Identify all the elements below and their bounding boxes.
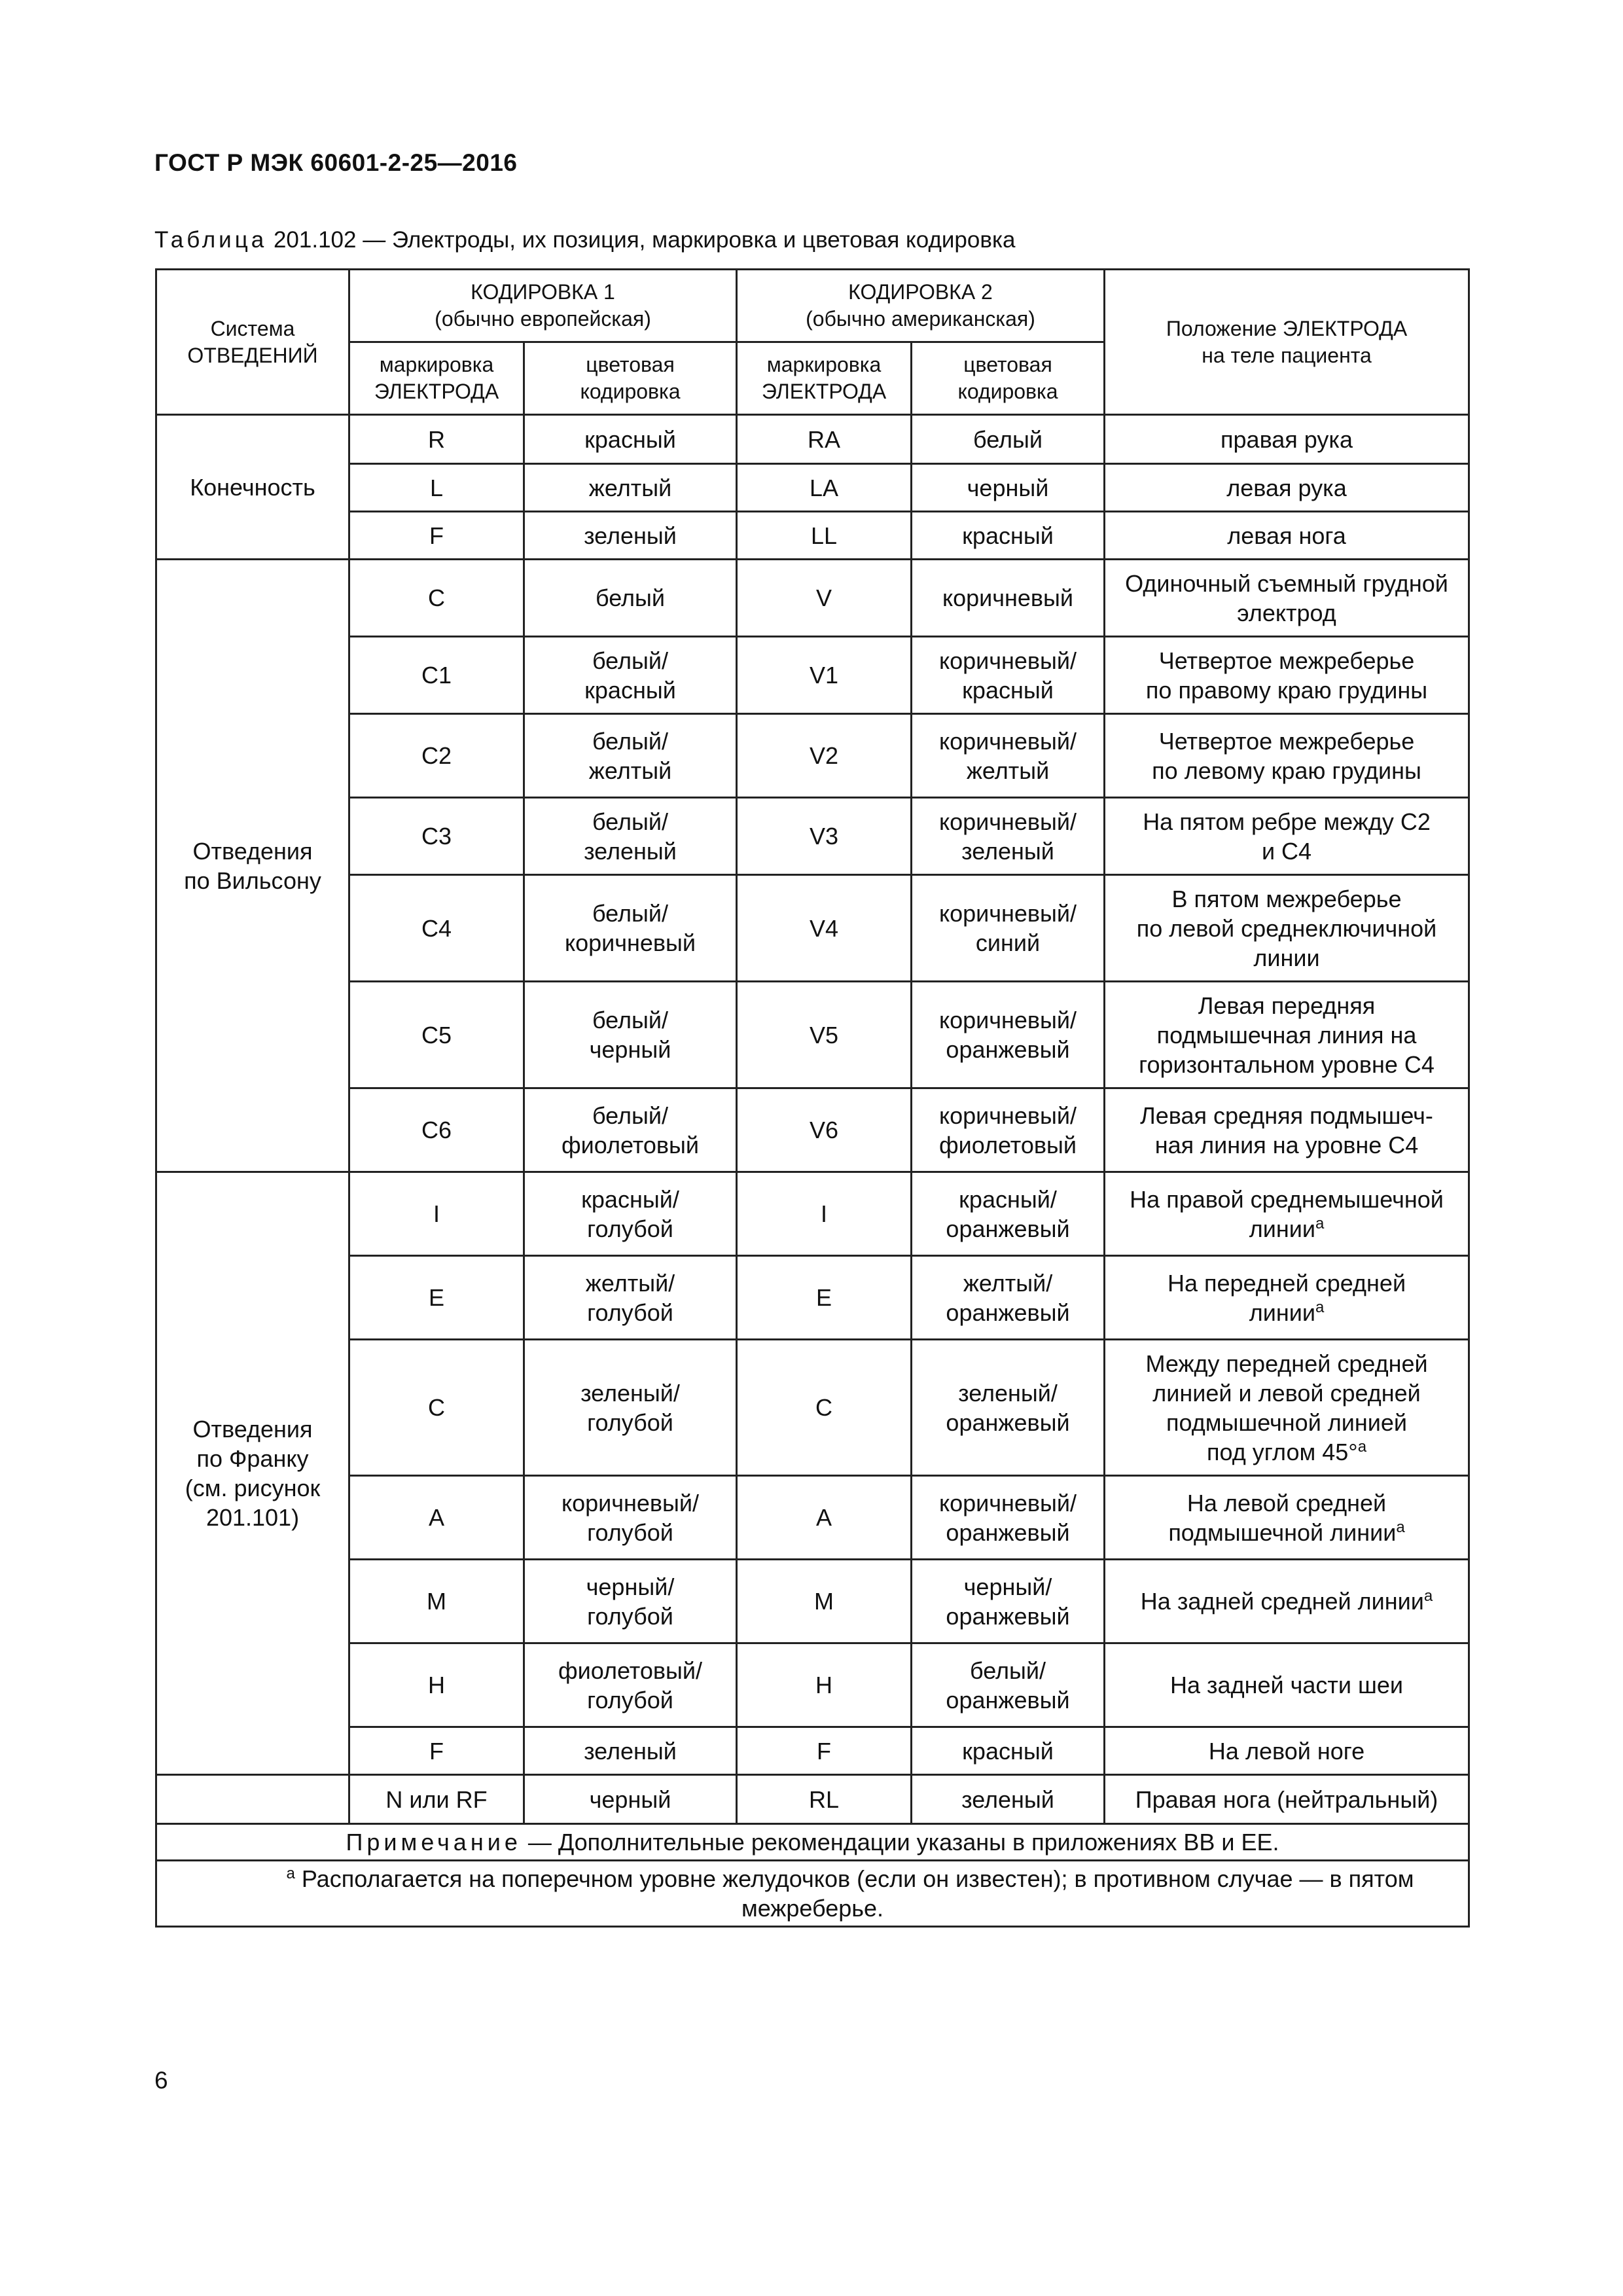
header-color-1 [524, 342, 737, 415]
cell-color-2 [912, 560, 1105, 637]
cell-color-1 [524, 1172, 737, 1256]
cell-color-1-text: белый/ коричневый [564, 900, 696, 956]
table-row [156, 637, 1469, 714]
cell-marking-2-text: M [814, 1588, 834, 1615]
cell-marking-2-text: V3 [809, 823, 839, 850]
cell-position [1105, 512, 1469, 560]
page-number: 6 [154, 2067, 168, 2094]
cell-color-2-text: коричневый/ оранжевый [938, 1489, 1077, 1546]
footnote-text: Располагается на поперечном уровне желудочков (если он известен); в противном случае — в пятом межреберье. [294, 1865, 1414, 1922]
table-row [156, 1643, 1469, 1727]
cell-color-1-text: зеленый/ голубой [580, 1379, 680, 1436]
cell-marking-1-text: C [428, 584, 445, 611]
cell-marking-1-text: C4 [421, 914, 452, 942]
cell-marking-1-text: C2 [421, 742, 452, 769]
cell-position [1105, 1727, 1469, 1775]
cell-position-text: левая рука [1226, 474, 1347, 501]
cell-marking-2 [737, 1560, 912, 1643]
cell-color-2 [912, 982, 1105, 1088]
table-row [156, 714, 1469, 798]
cell-system [156, 560, 349, 1172]
table-footnote [156, 1861, 1469, 1927]
footnote-ref: a [1315, 1298, 1325, 1316]
cell-marking-1 [349, 798, 524, 875]
cell-marking-1-text: F [429, 522, 444, 549]
document-header: ГОСТ Р МЭК 60601-2-25—2016 [154, 149, 518, 176]
cell-position-text: левая нога [1227, 522, 1346, 549]
header-position [1105, 270, 1469, 415]
cell-position-text: Левая передняя подмышечная линия на горизонтальном уровне С4 [1139, 992, 1435, 1078]
cell-marking-2-text: A [815, 1504, 832, 1531]
cell-marking-2 [737, 415, 912, 464]
cell-system-text: Конечность [190, 473, 315, 501]
footnote-ref: a [1357, 1437, 1367, 1456]
cell-color-2 [912, 1560, 1105, 1643]
cell-position-text: Между передней средней линией и левой средней подмышечной линией под углом 45° [1145, 1350, 1428, 1465]
cell-color-1-text: белый/ красный [584, 647, 676, 704]
cell-marking-2-text: V1 [809, 662, 839, 689]
cell-color-2 [912, 1088, 1105, 1172]
cell-color-2 [912, 1643, 1105, 1727]
table-row [156, 1172, 1469, 1256]
cell-color-1 [524, 637, 737, 714]
cell-marking-2-text: E [815, 1284, 832, 1311]
cell-color-2 [912, 512, 1105, 560]
table-row [156, 1560, 1469, 1643]
header-coding-2-text: КОДИРОВКА 2 (обычно американская) [806, 280, 1035, 331]
cell-color-2 [912, 1727, 1105, 1775]
cell-color-2-text: коричневый/ красный [938, 647, 1077, 704]
cell-position [1105, 1643, 1469, 1727]
cell-marking-2-text: V5 [809, 1021, 839, 1049]
cell-marking-1 [349, 1775, 524, 1824]
cell-color-2-text: коричневый/ синий [938, 900, 1077, 956]
cell-marking-2 [737, 1727, 912, 1775]
header-marking-1 [349, 342, 524, 415]
cell-marking-2-text: C [815, 1394, 832, 1421]
cell-color-2 [912, 1340, 1105, 1476]
table-row [156, 415, 1469, 464]
cell-color-1 [524, 798, 737, 875]
header-marking-2 [737, 342, 912, 415]
cell-marking-2 [737, 560, 912, 637]
cell-color-2-text: зеленый/ оранжевый [946, 1379, 1070, 1436]
cell-marking-1 [349, 464, 524, 512]
cell-color-2-text: коричневый/ оранжевый [938, 1007, 1077, 1063]
header-coding-1-text: КОДИРОВКА 1 (обычно европейская) [435, 280, 651, 331]
cell-position [1105, 415, 1469, 464]
cell-marking-2-text: LL [810, 522, 838, 549]
cell-position [1105, 560, 1469, 637]
cell-system-text: Отведения по Вильсону [184, 837, 321, 894]
cell-system [156, 1775, 349, 1824]
cell-color-1-text: зеленый [584, 522, 677, 549]
cell-marking-2 [737, 875, 912, 982]
cell-position-text: На пятом ребре между С2 и С4 [1143, 808, 1431, 865]
cell-marking-2-text: V2 [809, 742, 839, 769]
cell-marking-1 [349, 637, 524, 714]
cell-marking-2 [737, 1476, 912, 1560]
cell-color-1 [524, 714, 737, 798]
header-coding-1 [349, 270, 737, 342]
cell-marking-1 [349, 714, 524, 798]
cell-position-text: Четвертое межреберье по левому краю грудины [1152, 727, 1421, 784]
cell-color-2-text: черный/ оранжевый [946, 1573, 1070, 1630]
cell-marking-1-text: C3 [421, 823, 452, 850]
header-system-text: Система ОТВЕДЕНИЙ [187, 316, 318, 367]
cell-color-1-text: зеленый [584, 1737, 677, 1765]
cell-color-1 [524, 1088, 737, 1172]
cell-color-2 [912, 798, 1105, 875]
caption-text: 201.102 — Электроды, их позиция, маркировка и цветовая кодировка [267, 227, 1016, 253]
table-row [156, 560, 1469, 637]
cell-marking-1-text: C1 [421, 662, 452, 689]
footnote-ref: a [1315, 1214, 1325, 1232]
cell-marking-1-text: F [429, 1737, 444, 1765]
cell-position [1105, 1476, 1469, 1560]
cell-color-1-text: красный/ голубой [581, 1185, 679, 1242]
cell-marking-2 [737, 714, 912, 798]
table-row [156, 1775, 1469, 1824]
cell-marking-1 [349, 560, 524, 637]
cell-color-1-text: фиолетовый/ голубой [558, 1657, 702, 1713]
header-coding-2 [737, 270, 1105, 342]
cell-color-1-text: коричневый/ голубой [561, 1489, 700, 1546]
cell-marking-2 [737, 1088, 912, 1172]
header-color-1-text: цветовая кодировка [580, 353, 681, 403]
table-row [156, 1727, 1469, 1775]
footnote-ref: a [1423, 1587, 1433, 1605]
header-color-2-text: цветовая кодировка [957, 353, 1058, 403]
cell-color-1 [524, 1775, 737, 1824]
cell-marking-2 [737, 1643, 912, 1727]
cell-position [1105, 982, 1469, 1088]
cell-marking-2 [737, 798, 912, 875]
cell-marking-1-text: R [428, 425, 445, 453]
cell-color-2 [912, 1775, 1105, 1824]
cell-marking-2-text: I [820, 1200, 827, 1227]
cell-marking-1-text: E [428, 1284, 444, 1311]
header-position-text: Положение ЭЛЕКТРОДА на теле пациента [1166, 316, 1408, 367]
cell-position-text: На правой среднемышечной линии [1130, 1185, 1444, 1242]
header-marking-1-text: маркировка ЭЛЕКТРОДА [374, 353, 499, 403]
cell-color-1 [524, 982, 737, 1088]
cell-color-2-text: белый [972, 425, 1043, 453]
table-row [156, 464, 1469, 512]
cell-color-1-text: черный [589, 1785, 671, 1813]
cell-position [1105, 1775, 1469, 1824]
cell-marking-1 [349, 512, 524, 560]
table-note [156, 1824, 1469, 1861]
cell-color-2 [912, 1172, 1105, 1256]
cell-position [1105, 1088, 1469, 1172]
cell-marking-2 [737, 464, 912, 512]
cell-marking-2 [737, 1340, 912, 1476]
cell-position-text: На передней средней линии [1167, 1269, 1406, 1326]
cell-marking-2-text: F [817, 1737, 831, 1765]
cell-marking-2-text: RA [807, 425, 840, 453]
cell-color-1 [524, 1643, 737, 1727]
cell-marking-1 [349, 1476, 524, 1560]
cell-color-2-text: коричневый/ фиолетовый [938, 1102, 1077, 1158]
table-row [156, 512, 1469, 560]
cell-marking-1 [349, 1088, 524, 1172]
cell-marking-2 [737, 982, 912, 1088]
cell-marking-1-text: C5 [421, 1021, 452, 1049]
cell-position [1105, 875, 1469, 982]
table-row [156, 1256, 1469, 1340]
cell-marking-2 [737, 1775, 912, 1824]
header-marking-2-text: маркировка ЭЛЕКТРОДА [761, 353, 887, 403]
cell-color-1 [524, 1560, 737, 1643]
cell-position [1105, 464, 1469, 512]
cell-color-2 [912, 1476, 1105, 1560]
cell-color-2-text: желтый/ оранжевый [946, 1269, 1070, 1326]
note-text: — Дополнительные рекомендации указаны в приложениях ВВ и ЕЕ. [521, 1829, 1279, 1856]
cell-marking-1 [349, 1256, 524, 1340]
header-color-2 [912, 342, 1105, 415]
cell-marking-1-text: L [429, 474, 444, 501]
cell-color-1-text: черный/ голубой [586, 1573, 675, 1630]
table-row [156, 1088, 1469, 1172]
cell-marking-1-text: C [428, 1394, 445, 1421]
table-body [156, 415, 1469, 1824]
cell-color-1-text: белый/ зеленый [584, 808, 677, 865]
cell-system-text: Отведения по Франку (см. рисунок 201.101) [185, 1416, 321, 1531]
cell-color-1 [524, 1340, 737, 1476]
table-caption [154, 227, 1016, 253]
cell-color-1 [524, 1476, 737, 1560]
cell-position-text: Четвертое межреберье по правому краю грудины [1145, 647, 1428, 704]
cell-color-2-text: красный [962, 1737, 1054, 1765]
cell-color-1 [524, 1256, 737, 1340]
cell-color-1-text: желтый [588, 474, 672, 501]
cell-color-1-text: белый/ фиолетовый [561, 1102, 699, 1158]
cell-color-2 [912, 415, 1105, 464]
cell-marking-2 [737, 637, 912, 714]
cell-color-1-text: белый/ желтый [588, 727, 672, 784]
cell-color-2-text: коричневый [942, 584, 1074, 611]
cell-color-1-text: желтый/ голубой [585, 1269, 675, 1326]
cell-position-text: На задней средней линии [1140, 1588, 1424, 1615]
cell-marking-1 [349, 982, 524, 1088]
cell-color-1 [524, 464, 737, 512]
cell-color-2-text: коричневый/ желтый [938, 727, 1077, 784]
cell-color-2-text: черный [967, 474, 1049, 501]
cell-marking-1 [349, 1172, 524, 1256]
cell-color-1 [524, 560, 737, 637]
cell-position [1105, 1340, 1469, 1476]
cell-color-1 [524, 1727, 737, 1775]
cell-position-text: В пятом межреберье по левой среднеключичной линии [1136, 885, 1437, 971]
cell-marking-2-text: V6 [809, 1117, 839, 1143]
cell-position [1105, 798, 1469, 875]
cell-position-text: Одиночный съемный грудной электрод [1125, 569, 1448, 626]
cell-color-1 [524, 415, 737, 464]
cell-marking-2 [737, 512, 912, 560]
cell-system [156, 1172, 349, 1775]
cell-color-1 [524, 875, 737, 982]
cell-color-2-text: белый/ оранжевый [946, 1657, 1070, 1713]
electrode-table [155, 268, 1470, 1928]
cell-color-2 [912, 1256, 1105, 1340]
cell-system [156, 415, 349, 560]
cell-marking-2-text: V [815, 584, 832, 611]
cell-marking-1 [349, 1727, 524, 1775]
cell-marking-1 [349, 875, 524, 982]
cell-color-2 [912, 714, 1105, 798]
footnote-mark: a [286, 1865, 295, 1882]
cell-marking-1 [349, 1340, 524, 1476]
cell-marking-1-text: I [433, 1200, 440, 1227]
cell-marking-1 [349, 1643, 524, 1727]
footnote-ref: a [1396, 1518, 1405, 1536]
cell-marking-2-text: RL [808, 1785, 840, 1813]
cell-position-text: Правая нога (нейтральный) [1135, 1785, 1438, 1813]
cell-marking-2-text: H [815, 1672, 832, 1698]
table-row [156, 798, 1469, 875]
cell-marking-1-text: C6 [421, 1117, 452, 1143]
cell-marking-2 [737, 1172, 912, 1256]
cell-position-text: На левой ноге [1208, 1737, 1365, 1765]
cell-color-2-text: зеленый [961, 1785, 1054, 1813]
cell-color-1-text: белый [595, 584, 666, 611]
cell-color-2-text: красный [962, 522, 1054, 549]
table-row [156, 982, 1469, 1088]
cell-color-2 [912, 875, 1105, 982]
cell-position [1105, 1256, 1469, 1340]
caption-prefix: Таблица [154, 227, 268, 253]
note-label: Примечание [346, 1829, 522, 1856]
cell-color-1-text: красный [584, 425, 676, 453]
cell-marking-1 [349, 415, 524, 464]
cell-marking-2 [737, 1256, 912, 1340]
cell-marking-2-text: V4 [809, 914, 839, 942]
cell-marking-1 [349, 1560, 524, 1643]
table-row [156, 1340, 1469, 1476]
cell-position [1105, 1172, 1469, 1256]
cell-marking-1-text: A [428, 1504, 444, 1531]
header-system [156, 270, 349, 415]
cell-color-2-text: красный/ оранжевый [946, 1185, 1070, 1242]
cell-position-text: На левой средней подмышечной линии [1168, 1489, 1397, 1546]
cell-color-1 [524, 512, 737, 560]
cell-position [1105, 637, 1469, 714]
table-row [156, 875, 1469, 982]
cell-color-2 [912, 464, 1105, 512]
cell-color-2-text: коричневый/ зеленый [938, 808, 1077, 865]
cell-position-text: правая рука [1221, 425, 1353, 453]
cell-color-2 [912, 637, 1105, 714]
table-row [156, 1476, 1469, 1560]
cell-position-text: На задней части шеи [1170, 1672, 1403, 1698]
cell-color-1-text: белый/ черный [589, 1007, 671, 1063]
cell-marking-1-text: H [428, 1672, 445, 1698]
cell-position [1105, 1560, 1469, 1643]
cell-position [1105, 714, 1469, 798]
cell-marking-1-text: M [427, 1588, 446, 1615]
cell-position-text: Левая средняя подмышеч- ная линия на уровне С4 [1140, 1102, 1433, 1158]
cell-marking-2-text: LA [809, 474, 839, 501]
cell-marking-1-text: N или RF [385, 1785, 488, 1813]
